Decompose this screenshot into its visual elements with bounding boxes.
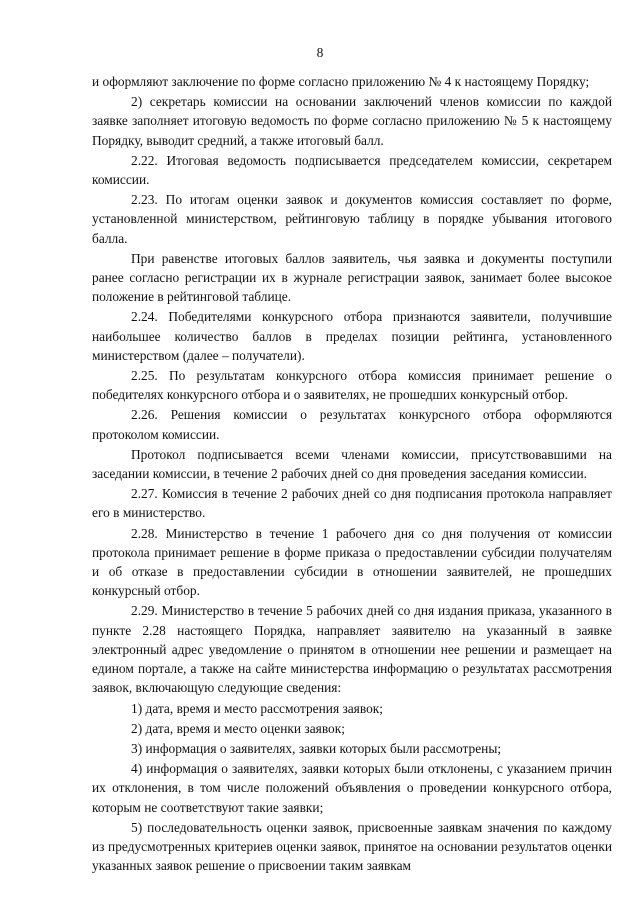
list-item: 3) информация о заявителях, заявки которых были рассмотрены; [131,740,502,756]
list-item: 2) дата, время и место оценки заявок; [131,720,345,736]
paragraph: 2.24. Победителями конкурсного отбора признаются заявители, получившие наибольшее количество баллов в пределах позиции рейтинга, установленного министерством (далее – получатели). [92,309,612,363]
paragraph: 2.27. Комиссия в течение 2 рабочих дней со дня подписания протокола направляет его в министерство. [92,486,612,521]
paragraph: 2.29. Министерство в течение 5 рабочих дней со дня издания приказа, указанного в пункте 2.28 настоящего Порядка, направляет заявителю на указанный в заявке электронный адрес уведомление о принятом в отношении нее решении и размещает на едином портале, а также на сайте министерства информацию о результатах рассмотрения заявок, включающую следующие сведения: [92,603,612,696]
paragraph: 2.26. Решения комиссии о результатах конкурсного отбора оформляются протоколом комиссии. [92,407,612,442]
list-item: 5) последовательность оценки заявок, присвоенные заявкам значения по каждому из предусмотренных критериев оценки заявок, принятое на основании результатов оценки указанных заявок решение о присвоении таким заявкам [92,819,612,874]
page-number: 8 [316,45,324,60]
paragraph: 2.23. По итогам оценки заявок и документов комиссия составляет по форме, установленной министерством, рейтинговую таблицу в порядке убывания итогового балла. [92,192,612,246]
paragraph: 2.22. Итоговая ведомость подписывается председателем комиссии, секретарем комиссии. [92,152,612,188]
paragraph: 2.28. Министерство в течение 1 рабочего дня со дня получения от комиссии протокола принимает решение в форме приказа о предоставлении субсидии получателям и об отказе в предоставлении субсидии в отношении заявителей, не прошедших конкурсный отбор. [92,525,612,599]
paragraph: 2) секретарь комиссии на основании заключений членов комиссии по каждой заявке заполняет итоговую ведомость по форме согласно приложению № 5 к настоящему Порядку, выводит средний, а также итоговый балл. [92,94,612,148]
paragraph-continuation: и оформляют заключение по форме согласно приложению № 4 к настоящему Порядку; [92,74,590,89]
paragraph: При равенстве итоговых баллов заявитель, чья заявка и документы поступили ранее согласно регистрации их в журнале регистрации заявок, занимает более высокое положение в рейтинговой таблице. [92,250,612,305]
list-item: 1) дата, время и место рассмотрения заявок; [131,700,383,716]
paragraph: Протокол подписывается всеми членами комиссии, присутствовавшими на заседании комиссии, в течение 2 рабочих дней со дня проведения заседания комиссии. [92,446,612,482]
document-body [92,72,612,876]
list-item: 4) информация о заявителях, заявки которых были отклонены, с указанием причин их отклонения, в том числе положений объявления о проведении конкурсного отбора, которым не соответствуют такие заявки; [92,761,612,815]
paragraph: 2.25. По результатам конкурсного отбора комиссия принимает решение о победителях конкурсного отбора и о заявителях, не прошедших конкурсный отбор. [92,368,612,403]
